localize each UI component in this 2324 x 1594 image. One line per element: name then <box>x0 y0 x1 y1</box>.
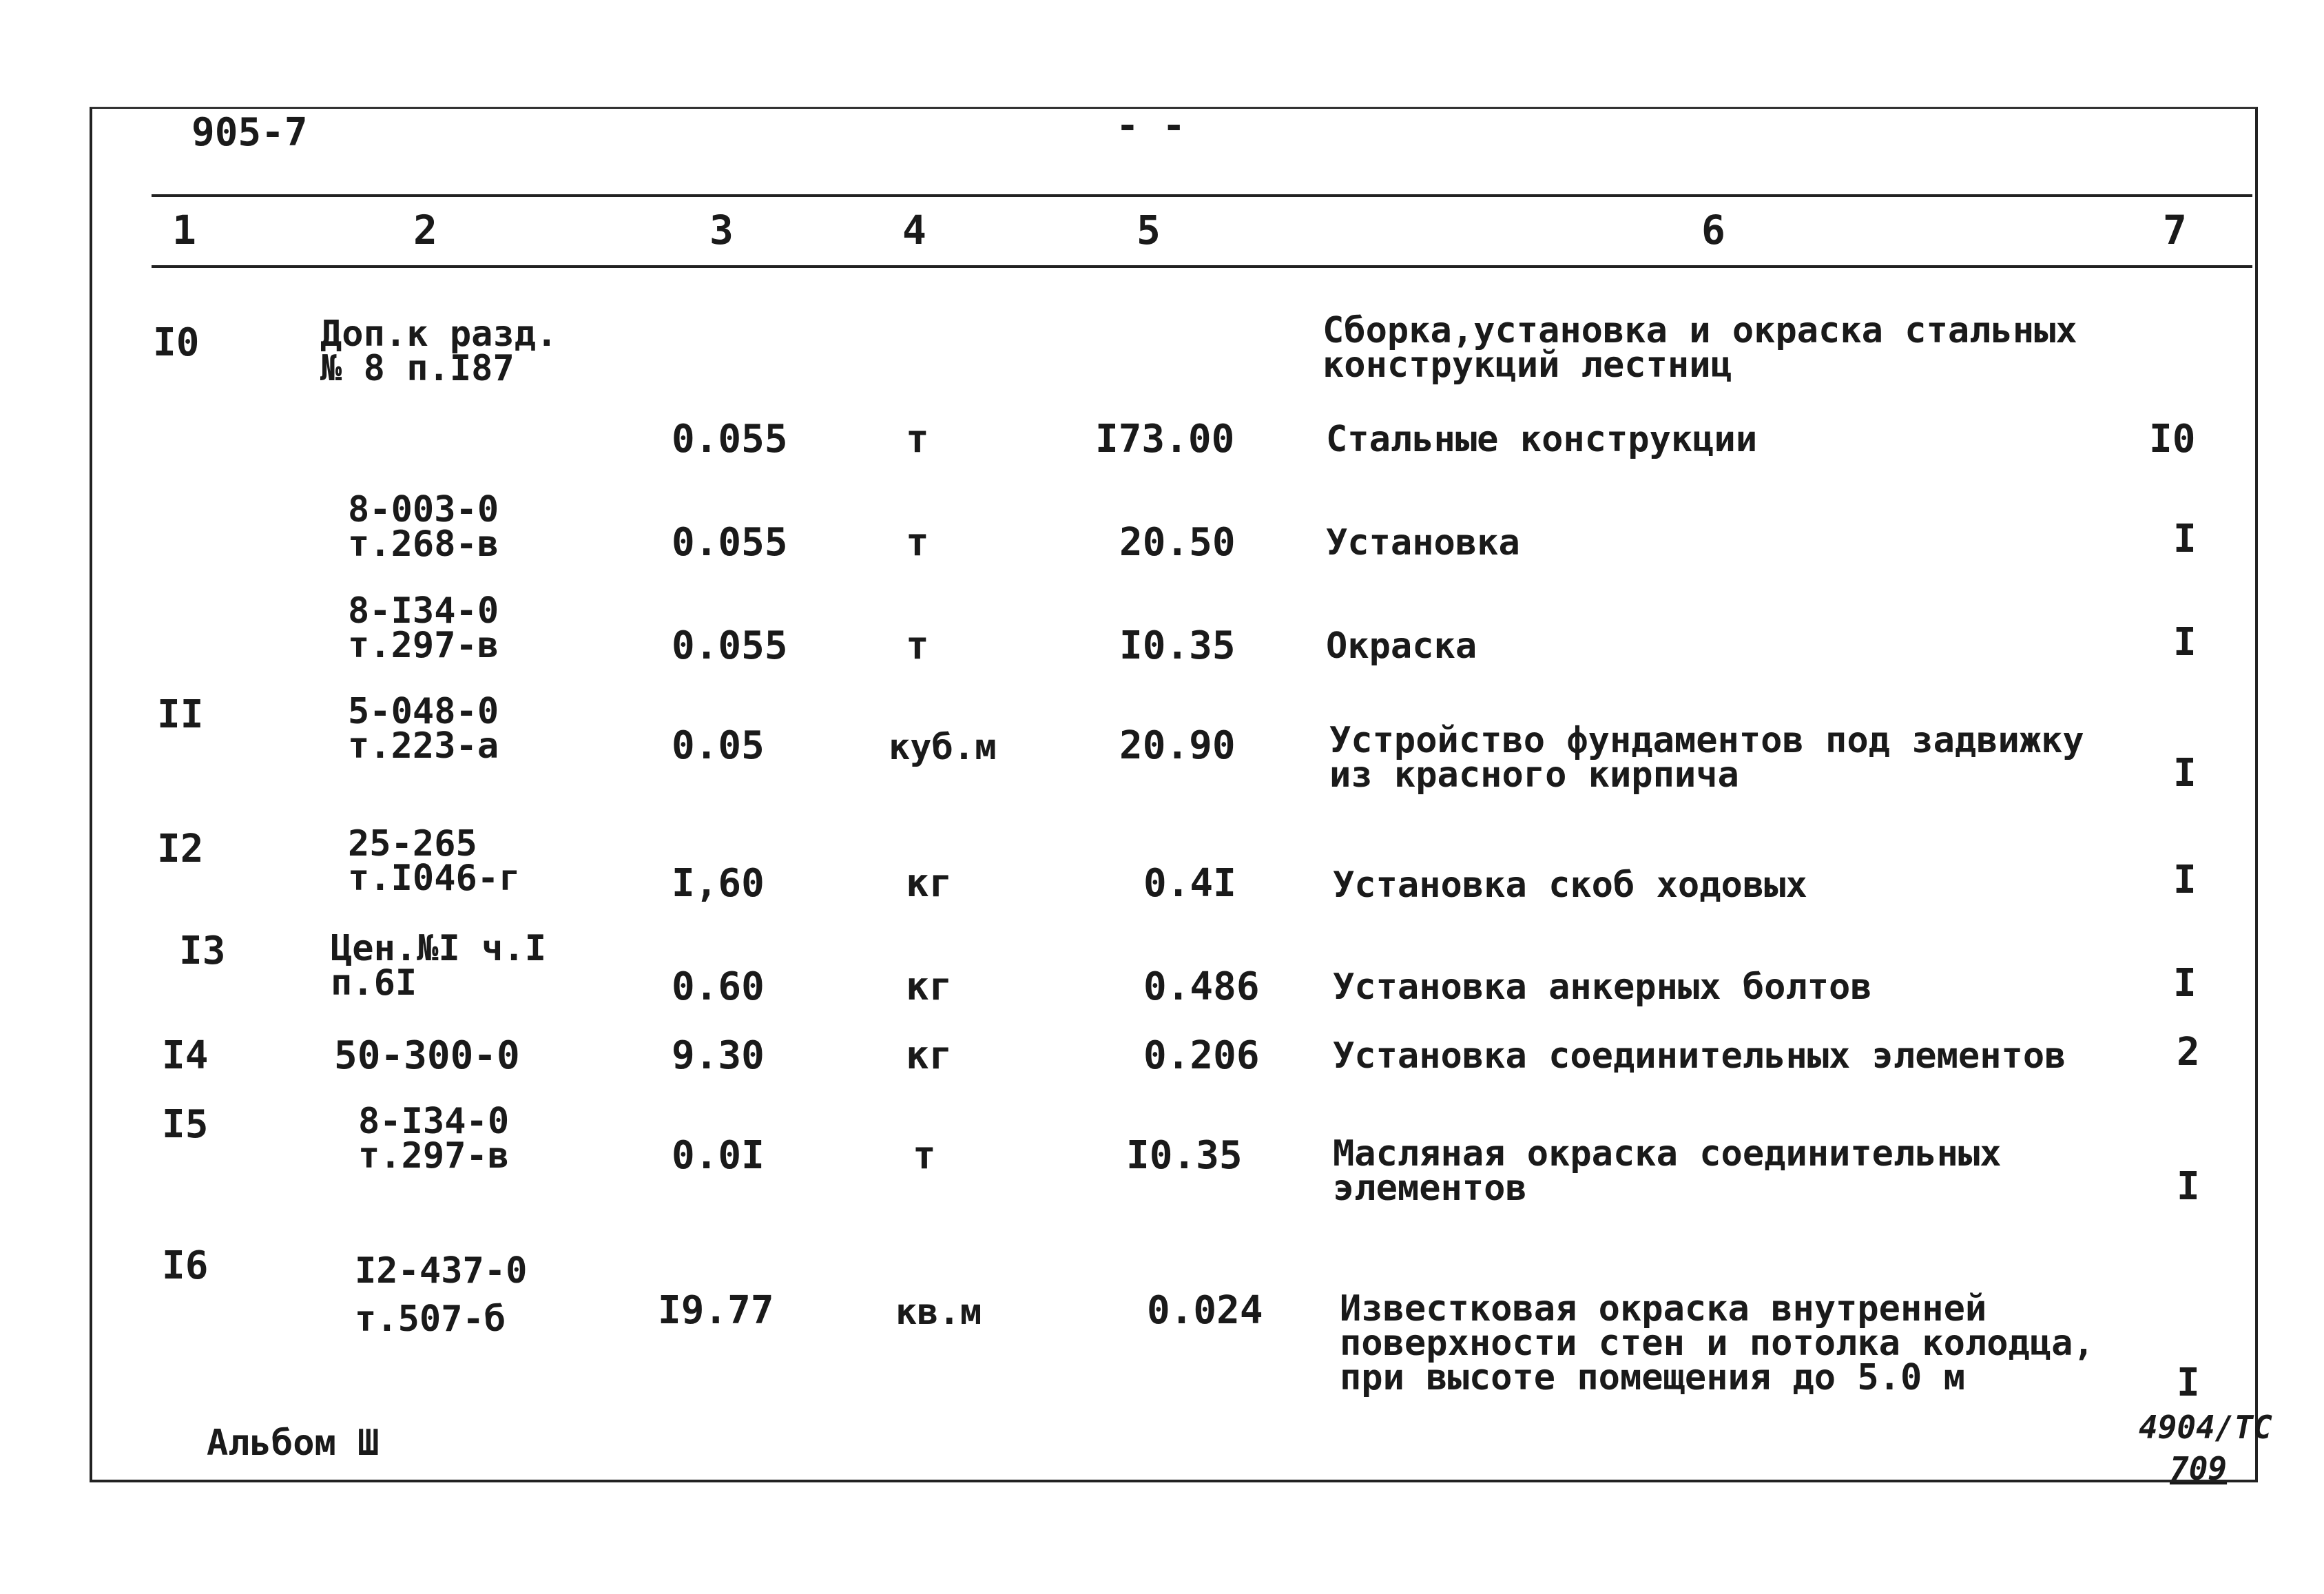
row-col7: I <box>2173 858 2197 902</box>
row-description: Устройство фундаментов под задвижку из красного кирпича <box>1329 720 2084 796</box>
row-reference: Доп.к разд. № 8 п.I87 <box>320 313 558 389</box>
row-description: Сборка,установка и окраска стальных конструкций лестниц <box>1322 310 2077 386</box>
series-code: 905-7 <box>191 110 308 155</box>
page-dash-marks: - - <box>1116 103 1186 148</box>
row-unit: кг <box>906 1033 953 1078</box>
row-reference: 8-I34-0 т.297-в <box>348 590 499 666</box>
row-quantity: I,60 <box>672 861 765 906</box>
row-price: 0.4I <box>1143 861 1236 906</box>
col-header-7: 7 <box>2163 207 2187 253</box>
row-description: Установка <box>1326 522 1520 563</box>
row-col7: I <box>2173 751 2197 796</box>
col-header-4: 4 <box>902 207 926 253</box>
row-description: Стальные конструкции <box>1326 419 1758 460</box>
row-quantity: 0.05 <box>672 723 765 768</box>
row-quantity: 0.055 <box>672 623 788 668</box>
row-reference: 8-I34-0 т.297-в <box>358 1101 510 1177</box>
col-header-2: 2 <box>413 207 437 253</box>
row-quantity: 0.055 <box>672 417 788 462</box>
row-unit: т <box>906 520 929 565</box>
row-price: I0.35 <box>1126 1133 1243 1178</box>
row-col7: I <box>2177 1360 2200 1405</box>
row-col7: I0 <box>2149 417 2196 462</box>
row-description: Установка анкерных болтов <box>1333 966 1872 1008</box>
page-number: 709 <box>2170 1450 2228 1487</box>
row-unit: т <box>913 1133 936 1178</box>
row-quantity: 9.30 <box>672 1033 765 1078</box>
col-header-3: 3 <box>709 207 734 253</box>
row-number: I5 <box>162 1102 209 1147</box>
row-number: I6 <box>162 1243 209 1288</box>
row-description: Установка скоб ходовых <box>1333 865 1807 906</box>
row-reference: 25-265 т.I046-г <box>348 823 521 899</box>
row-col7: I <box>2173 961 2197 1006</box>
row-quantity: 0.60 <box>672 964 765 1009</box>
header-bottom-rule <box>152 265 2252 268</box>
row-description: Известковая окраска внутренней поверхности стен и потолка колодца, при высоте помещения до 5.0 м <box>1340 1288 2095 1398</box>
row-unit: т <box>906 417 929 462</box>
row-reference: 50-300-0 <box>334 1033 520 1078</box>
row-description: Масляная окраска соединительных элементов <box>1333 1133 2002 1209</box>
header-top-rule <box>152 194 2252 197</box>
row-unit: кг <box>906 861 953 906</box>
row-description: Окраска <box>1326 625 1477 667</box>
row-quantity: I9.77 <box>658 1288 774 1333</box>
row-unit: кв.м <box>895 1292 982 1333</box>
row-number: II <box>157 692 204 737</box>
col-header-6: 6 <box>1701 207 1725 253</box>
row-price: I0.35 <box>1119 623 1236 668</box>
row-price: 0.024 <box>1147 1288 1263 1333</box>
row-col7: I <box>2173 517 2197 561</box>
col-header-1: 1 <box>172 207 196 253</box>
row-quantity: 0.055 <box>672 520 788 565</box>
album-label: Альбом Ш <box>207 1422 380 1464</box>
row-number: I3 <box>179 929 226 973</box>
row-unit: кг <box>906 964 953 1009</box>
row-price: 0.206 <box>1143 1033 1260 1078</box>
row-col7: 2 <box>2177 1030 2200 1075</box>
row-col7: I <box>2177 1164 2200 1209</box>
document-code: 4904/ТС <box>2139 1409 2272 1446</box>
row-price: 20.50 <box>1119 520 1236 565</box>
row-price: I73.00 <box>1095 417 1235 462</box>
row-quantity: 0.0I <box>672 1133 765 1178</box>
row-reference: 8-003-0 т.268-в <box>348 489 499 565</box>
row-unit: т <box>906 623 929 668</box>
row-number: I0 <box>153 320 200 365</box>
row-unit: куб.м <box>889 727 997 768</box>
row-description: Установка соединительных элементов <box>1333 1035 2066 1077</box>
row-number: I4 <box>162 1033 209 1078</box>
row-price: 0.486 <box>1143 964 1260 1009</box>
row-number: I2 <box>157 827 204 871</box>
row-reference: 5-048-0 т.223-а <box>348 691 499 767</box>
row-price: 20.90 <box>1119 723 1236 768</box>
row-reference: Цен.№I ч.I п.6I <box>331 928 547 1004</box>
col-header-5: 5 <box>1137 207 1161 253</box>
row-reference: I2-437-0 т.507-б <box>355 1250 528 1340</box>
row-col7: I <box>2173 620 2197 665</box>
